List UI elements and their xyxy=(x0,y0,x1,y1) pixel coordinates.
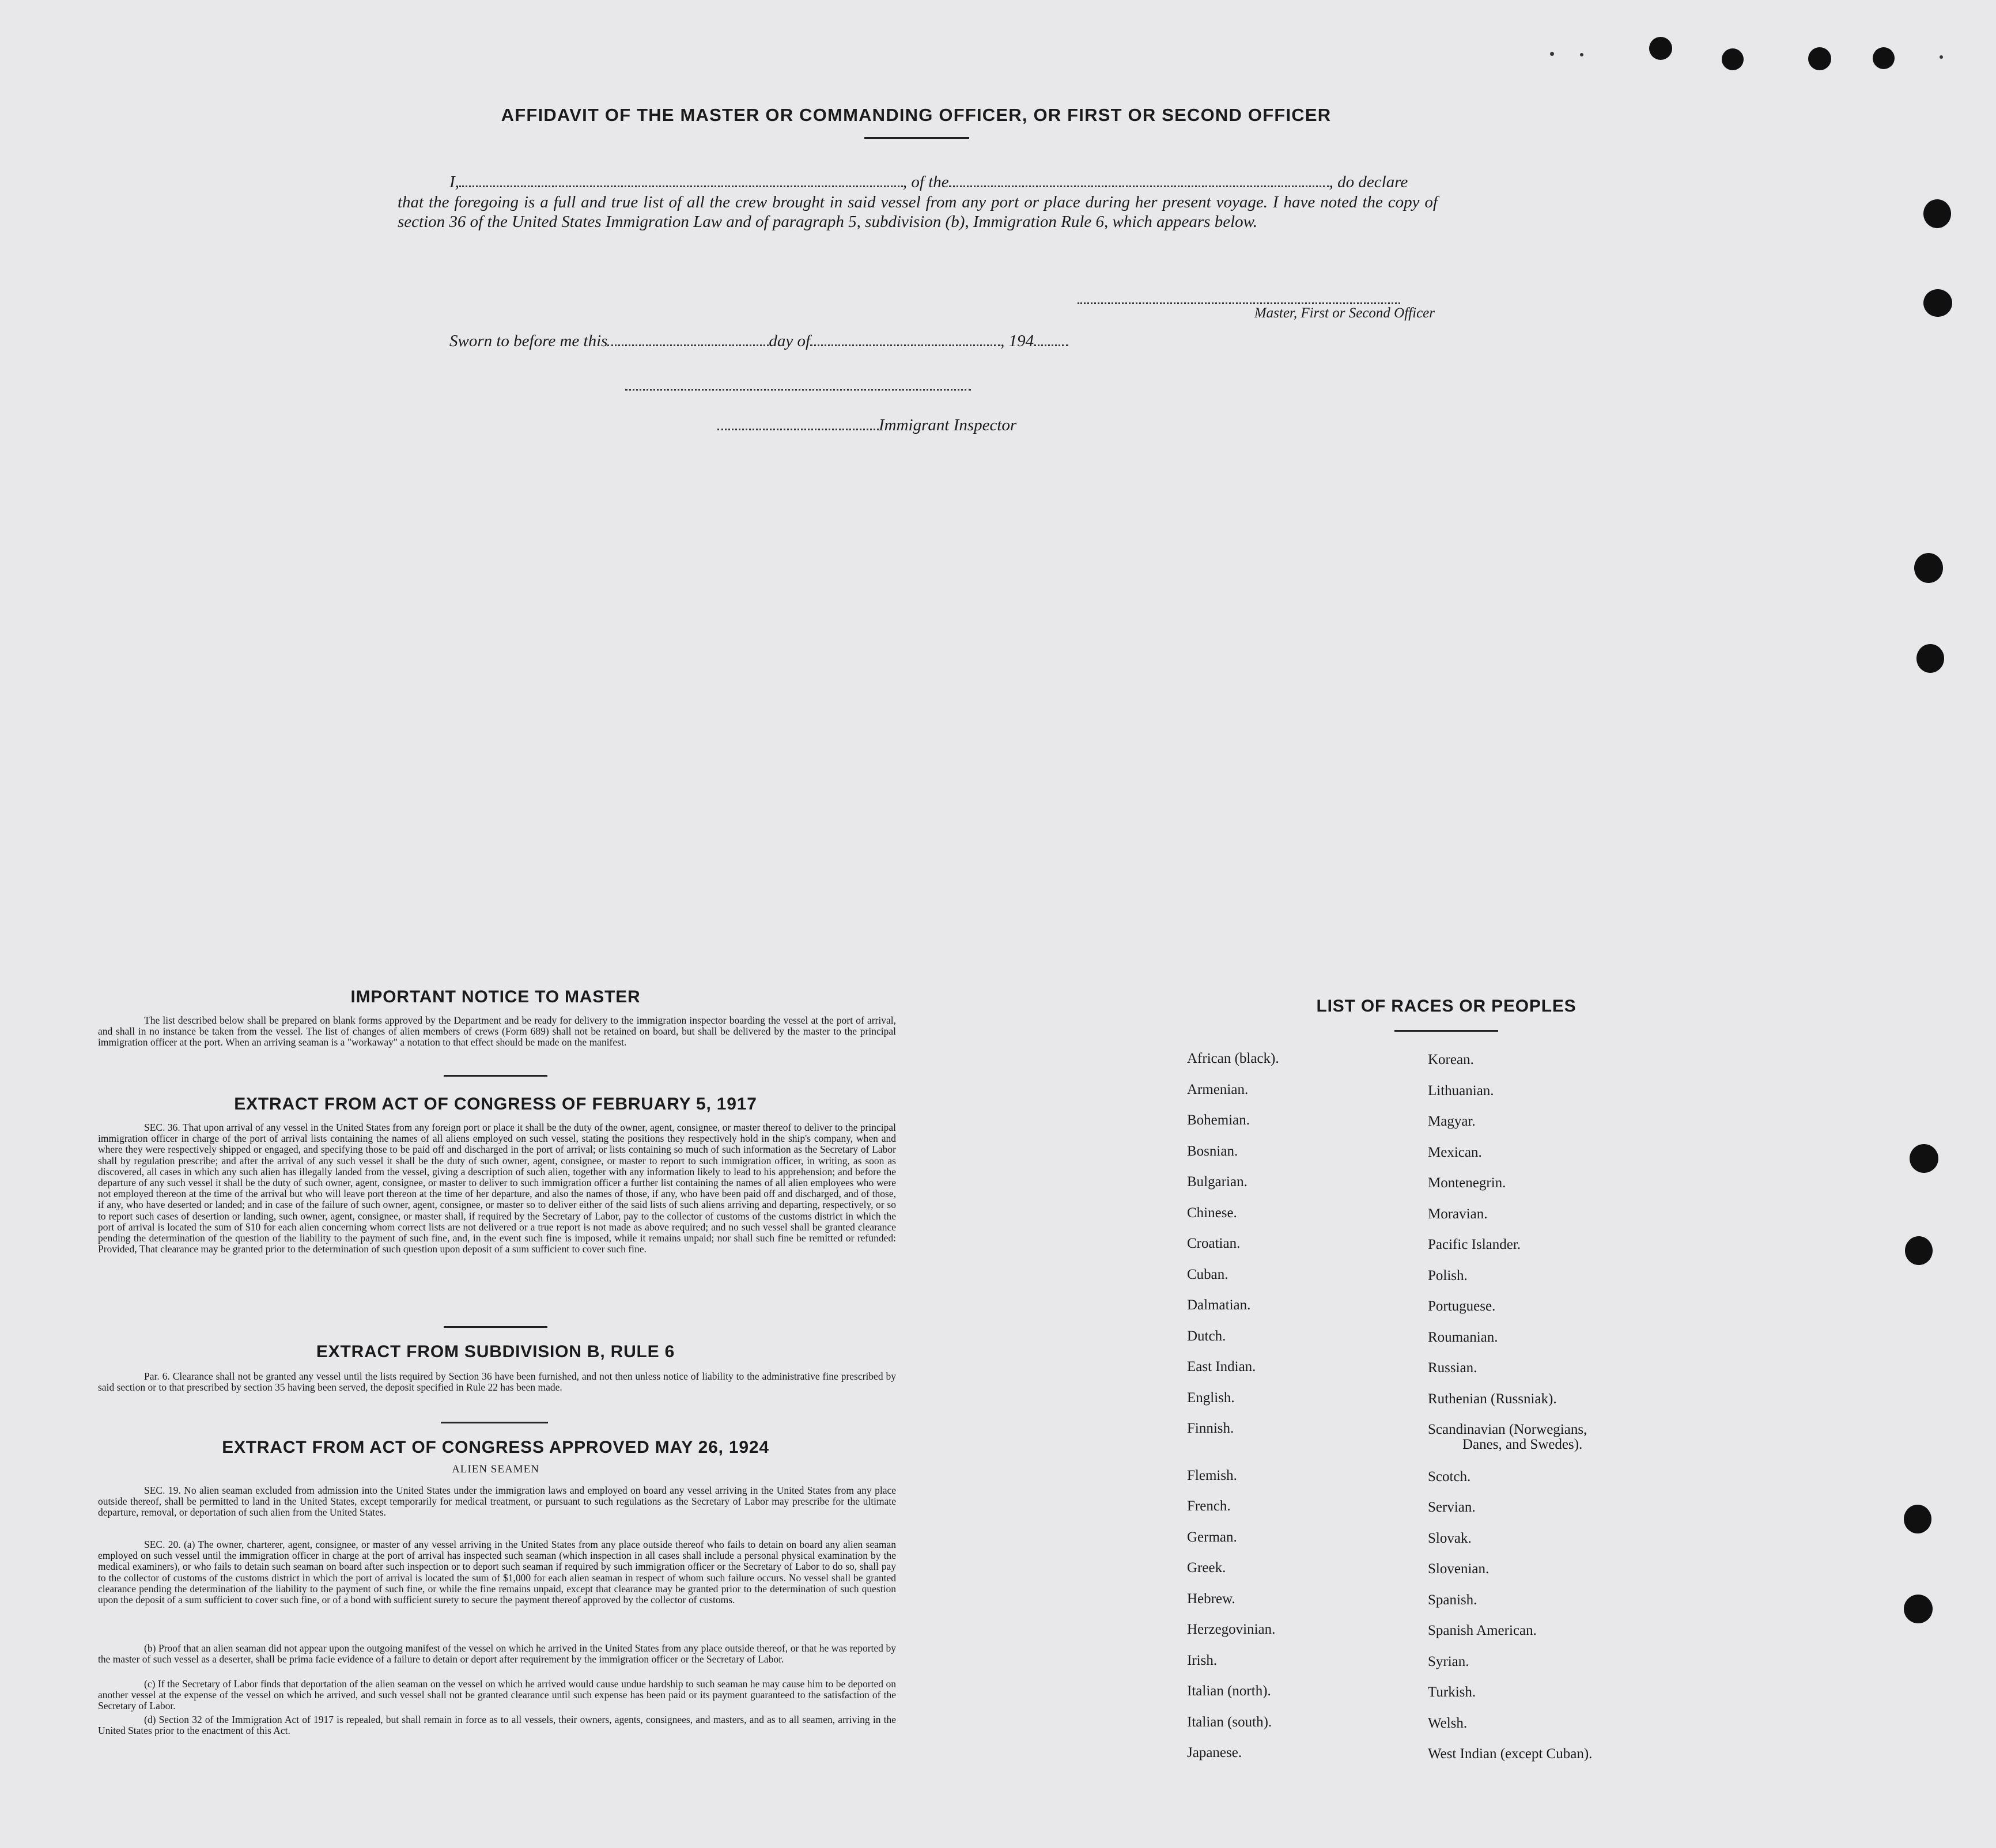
race-item: East Indian. xyxy=(1187,1359,1256,1374)
race-item: Dutch. xyxy=(1187,1328,1226,1344)
race-item: Bulgarian. xyxy=(1187,1174,1248,1190)
punch-hole xyxy=(1904,1505,1931,1533)
race-item: Greek. xyxy=(1187,1560,1226,1576)
paper-speck xyxy=(1940,55,1943,59)
races-title: LIST OF RACES OR PEOPLES xyxy=(1316,997,1577,1016)
extract-1917-body: SEC. 36. That upon arrival of any vessel in the United States from any foreign port or place it shall be the duty of the owner, agent, consignee, or master thereof to deliver to the principal immigration officer in charge of the port of arrival lists containing the names of all aliens employed on such vessel, stating the positions they respectively hold in the ship's company, when and where they were respectively shipped or engaged, and specifying those to be paid off and discharged in the port of arrival; or lists containing so much of such information as the Secretary of Labor shall by regulation prescribe; and after the arrival of any such vessel it shall be the duty of such owner, agent, consignee, or master to report to such immigration officer, in writing, as soon as discovered, all cases in which any such alien has illegally landed from the vessel, giving a description of such alien, together with any information likely to lead to his apprehension; and before the departure of any such vessel it shall be the duty of such owner, agent, consignee, or master to deliver to such immigration officer a further list containing the names of all alien employees who were not employed thereon at the time of the arrival but who will leave port thereon at the time of her departure, and also the names of those, if any, who have been paid off and discharged, and of those, if any, who have deserted or landed; and in case of the failure of such owner, agent, consignee, or master so to deliver either of the said lists of such aliens arriving and departing, respectively, or so to report such cases of desertion or landing, such owner, agent, consignee, or master shall, if required by the Secretary of Labor, pay to the collector of customs of the customs district in which the port of arrival is located the sum of $10 for each alien concerning whom correct lists are not delivered or a true report is not made as above required; and no such vessel shall be granted clearance pending the determination of the question of the liability to the payment of such fine, and, in the event such fine is imposed, while it remains unpaid; nor shall such fine be remitted or refunded: Provided, That clearance may be granted prior to the determination of such question upon deposit of a sum sufficient to cover such fine. xyxy=(98,1122,896,1255)
month-blank[interactable] xyxy=(810,344,1000,346)
extract-1917-title: EXTRACT FROM ACT OF CONGRESS OF FEBRUARY 5, 1917 xyxy=(234,1095,757,1114)
punch-hole xyxy=(1910,1144,1938,1173)
punch-hole xyxy=(1808,47,1831,70)
day-blank[interactable] xyxy=(607,344,769,346)
punch-hole xyxy=(1904,1595,1933,1623)
race-item: Portuguese. xyxy=(1428,1298,1496,1314)
race-item: Irish. xyxy=(1187,1652,1218,1668)
race-item: Flemish. xyxy=(1187,1467,1237,1483)
punch-hole xyxy=(1916,644,1944,673)
race-item: Hebrew. xyxy=(1187,1591,1235,1607)
race-item: Bosnian. xyxy=(1187,1143,1238,1159)
race-item: Herzegovinian. xyxy=(1187,1622,1276,1637)
race-item: Moravian. xyxy=(1428,1206,1488,1222)
extract-1924-sec20b: (b) Proof that an alien seaman did not appear upon the outgoing manifest of the vessel on which he arrived in the United States from any place outside thereof, or that he was reported by the master of such vessel as a deserter, shall be prima facie evidence of a failure to detain or deport after requirement by the immigration officer or the Secretary of Labor. xyxy=(98,1642,896,1665)
affidavit-title: AFFIDAVIT OF THE MASTER OR COMMANDING OFFICER, OR FIRST OR SECOND OFFICER xyxy=(501,105,1332,125)
race-item: Mexican. xyxy=(1428,1144,1482,1160)
affidavit-body: that the foregoing is a full and true list of all the crew brought in said vessel from any port or place during her present voyage. I have noted the copy of section 36 of the United States Immigration Law and of paragraph 5, subdivision (b), Immigration Rule 6, which appears below. xyxy=(398,193,1438,231)
year-label: , 194 xyxy=(1000,332,1034,350)
race-item: Spanish American. xyxy=(1428,1623,1537,1638)
race-item: Syrian. xyxy=(1428,1653,1469,1669)
race-item: Danes, and Swedes). xyxy=(1462,1437,1583,1452)
race-item: Ruthenian (Russniak). xyxy=(1428,1391,1557,1407)
inspector-blank[interactable] xyxy=(717,429,879,430)
race-item: Bohemian. xyxy=(1187,1112,1250,1128)
race-item: Korean. xyxy=(1428,1052,1474,1067)
sworn-line xyxy=(449,332,1141,355)
extract-1924-sec20d: (d) Section 32 of the Immigration Act of 1917 is repealed, but shall remain in force as to all vessels, their owners, agents, consignees, and masters, and as to all seamen, arriving in the United States prior to the enactment of this Act. xyxy=(98,1714,896,1737)
race-item: English. xyxy=(1187,1389,1235,1406)
race-item: Italian (south). xyxy=(1187,1714,1272,1730)
race-item: French. xyxy=(1187,1498,1231,1514)
race-item: Croatian. xyxy=(1187,1236,1241,1251)
race-item: Russian. xyxy=(1428,1360,1477,1376)
race-item: Finnish. xyxy=(1187,1421,1234,1436)
extract-1924-sec19: SEC. 19. No alien seaman excluded from admission into the United States under the immigration laws and employed on board any vessel arriving in the United States from any place outside thereof, shall be permitted to land in the United States, except temporarily for medical treatment, or pursuant to such regulations as the Secretary of Labor may prescribe for the ultimate departure, removal, or deportation of such alien from the United States. xyxy=(98,1485,896,1518)
punch-hole xyxy=(1914,553,1943,583)
race-item: Scotch. xyxy=(1428,1468,1471,1485)
race-item: Armenian. xyxy=(1187,1081,1249,1097)
race-item: German. xyxy=(1187,1529,1237,1545)
race-item: West Indian (except Cuban). xyxy=(1428,1746,1593,1762)
inspector-label: Immigrant Inspector xyxy=(879,416,1017,434)
race-item: Welsh. xyxy=(1428,1715,1468,1731)
race-item: Polish. xyxy=(1428,1267,1468,1283)
signature-blank[interactable] xyxy=(1078,291,1400,304)
punch-hole xyxy=(1649,37,1672,60)
vessel-blank[interactable] xyxy=(949,185,1329,187)
race-item: Servian. xyxy=(1428,1499,1476,1515)
race-item: Pacific Islander. xyxy=(1428,1237,1521,1252)
extract-1924-subtitle: ALIEN SEAMEN xyxy=(452,1463,539,1475)
race-item: Slovenian. xyxy=(1428,1561,1490,1577)
races-rule xyxy=(1394,1030,1498,1032)
extract-rule6-title: EXTRACT FROM SUBDIVISION B, RULE 6 xyxy=(316,1342,675,1361)
notary-blank[interactable] xyxy=(625,377,971,391)
extract-1924-sec20c: (c) If the Secretary of Labor finds that deportation of the alien seaman on the vessel on which he arrived would cause undue hardship to such seaman he may cause him to be deported on another vessel at the expense of the vessel on which he arrived, and such vessel shall not be granted clearance until such expense has been paid or its payment guaranteed to the satisfaction of the Secretary of Labor. xyxy=(98,1678,896,1712)
race-item: Cuban. xyxy=(1187,1266,1228,1282)
inspector-line xyxy=(717,416,1178,439)
race-item: Spanish. xyxy=(1428,1592,1477,1608)
punch-hole xyxy=(1905,1236,1933,1265)
notice-rule xyxy=(444,1075,547,1077)
race-item: Slovak. xyxy=(1428,1530,1472,1546)
i-label: I, xyxy=(449,173,459,191)
extract-rule6-rule xyxy=(441,1422,548,1423)
title-rule xyxy=(864,137,969,139)
extract-rule6-body: Par. 6. Clearance shall not be granted any vessel until the lists required by Section 36 have been furnished, and not then unless notice of liability to the administrative fine prescribed by said section or to that prescribed by section 35 having been served, the deposit specified in Rule 22 has been made. xyxy=(98,1370,896,1393)
race-item: Scandinavian (Norwegians, xyxy=(1428,1422,1587,1437)
race-item: African (black). xyxy=(1187,1051,1279,1066)
punch-hole xyxy=(1923,289,1952,317)
sworn-label: Sworn to before me this xyxy=(449,332,608,350)
extract-1917-rule xyxy=(444,1326,547,1328)
race-item: Montenegrin. xyxy=(1428,1175,1506,1191)
punch-hole xyxy=(1873,47,1895,69)
extract-1924-sec20a: SEC. 20. (a) The owner, charterer, agent, consignee, or master of any vessel arriving in the United States from any place outside thereof who fails to detain on board any alien seaman employed on such vessel until the immigration officer in charge at the port of arrival has inspected such seaman (which inspection in all cases shall include a personal physical examination by the medical examiners), or who fails to detain such seaman on board after such inspection or to deport such seaman if required by such immigration officer or the Secretary of Labor to do so, shall pay to the collector of customs of the customs district in which the port of arrival is located the sum of $1,000 for each alien seaman in respect of whom such failure occurs. No vessel shall be granted clearance pending the determination of the liability to the payment of such fine, or while the fine remains unpaid, except that clearance may be granted prior to the determination of such question upon the deposit of a sum sufficient to cover such fine, or of a bond with sufficient surety to secure the payment thereof approved by the collector of customs. xyxy=(98,1539,896,1606)
race-item: Lithuanian. xyxy=(1428,1082,1494,1099)
paper-speck xyxy=(1580,53,1583,56)
punch-hole xyxy=(1722,48,1744,70)
race-item: Chinese. xyxy=(1187,1205,1237,1221)
declare-label: , do declare xyxy=(1329,173,1408,191)
notice-body: The list described below shall be prepared on blank forms approved by the Department and be ready for delivery to the immigration inspector boarding the vessel at the port of arrival, and shall in no instance be taken from the vessel. The list of changes of alien members of crews (Form 689) shall not be retained on board, but shall be delivered by the master to the principal immigration officer at the port. When an arriving seaman is a "workaway" a notation to that effect should be made on the manifest. xyxy=(98,1014,896,1048)
race-item: Roumanian. xyxy=(1428,1329,1498,1345)
name-blank[interactable] xyxy=(459,185,903,187)
year-blank[interactable] xyxy=(1034,344,1068,346)
notice-title: IMPORTANT NOTICE TO MASTER xyxy=(350,987,641,1006)
race-item: Magyar. xyxy=(1428,1114,1476,1129)
race-item: Turkish. xyxy=(1428,1684,1476,1700)
of-the-label: , of the xyxy=(902,173,949,191)
race-item: Dalmatian. xyxy=(1187,1297,1251,1313)
paper-speck xyxy=(1550,52,1554,56)
punch-hole xyxy=(1923,199,1951,228)
day-of-label: day of xyxy=(769,332,811,350)
race-item: Italian (north). xyxy=(1187,1683,1271,1699)
signature-label: Master, First or Second Officer xyxy=(1254,305,1435,321)
race-item: Japanese. xyxy=(1187,1745,1242,1760)
extract-1924-title: EXTRACT FROM ACT OF CONGRESS APPROVED MAY 26, 1924 xyxy=(222,1438,769,1457)
